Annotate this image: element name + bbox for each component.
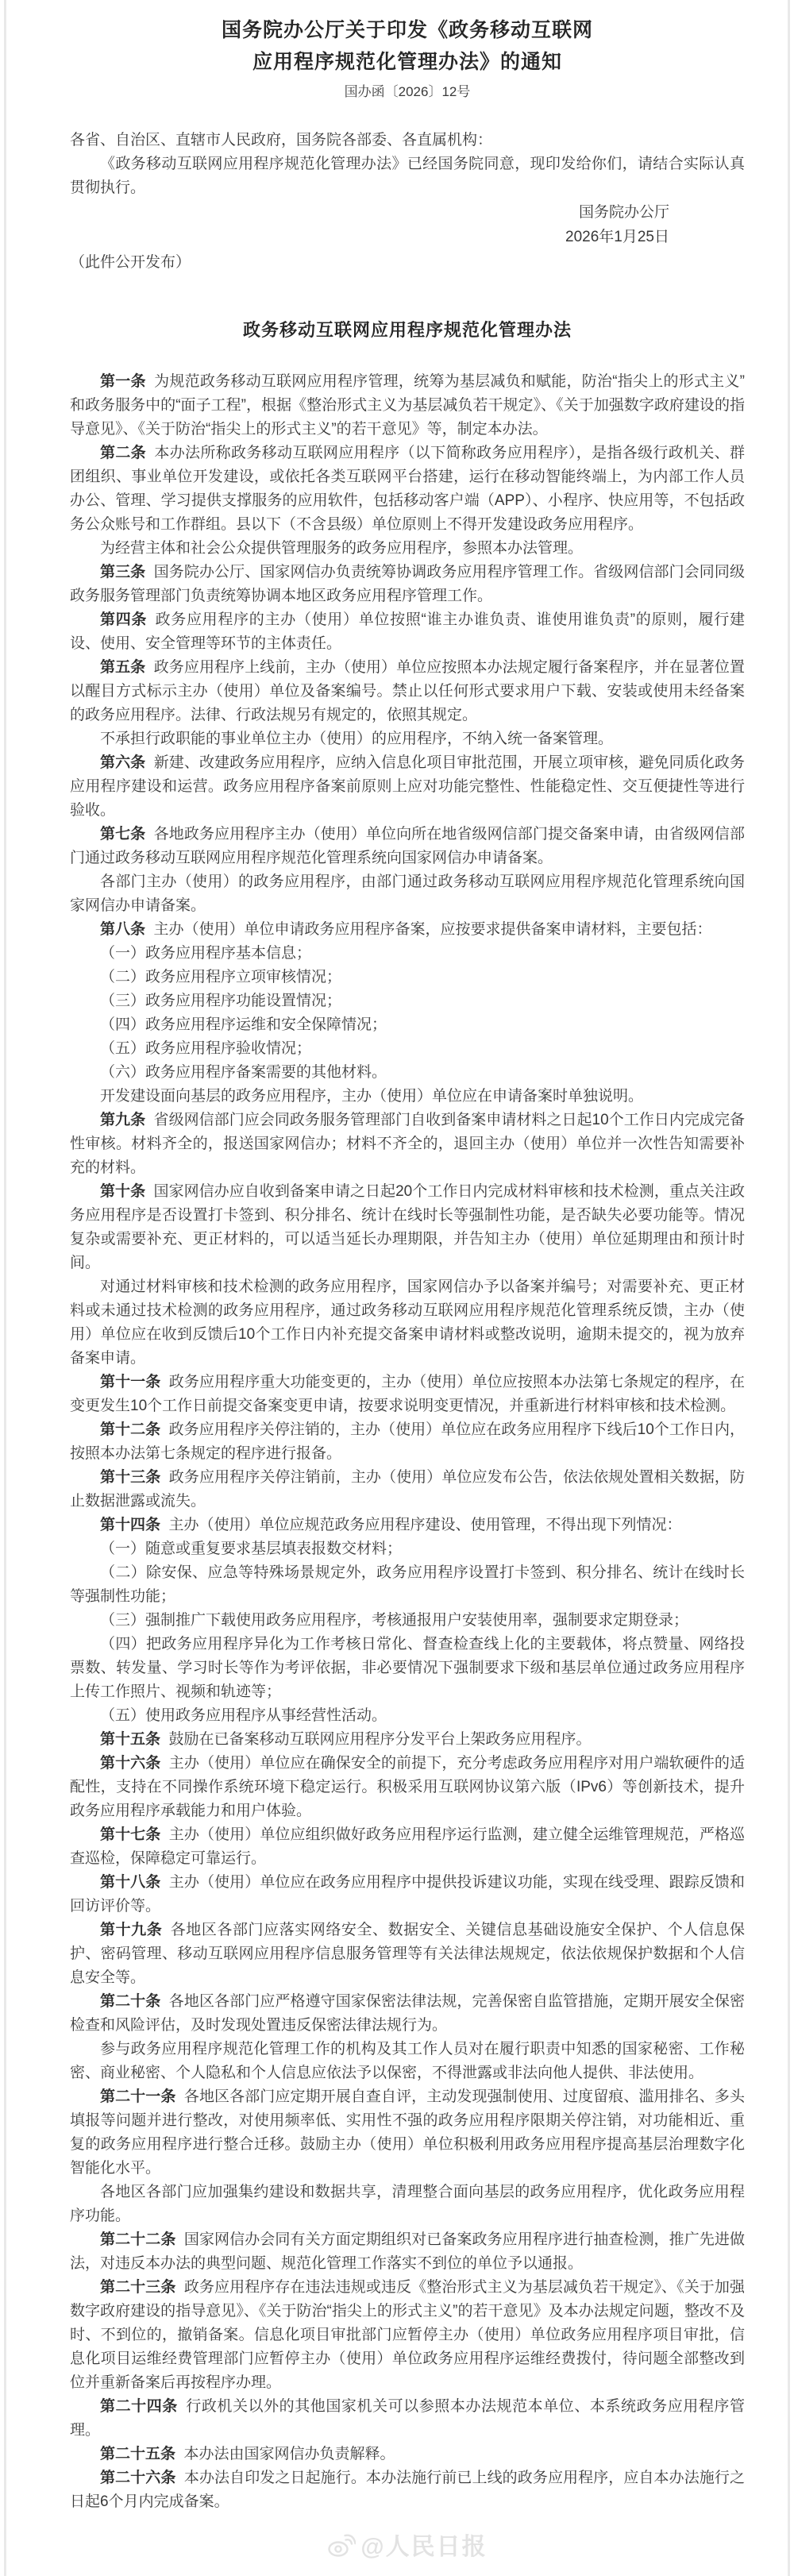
article-paragraph: 第九条 省级网信部门应会同政务服务管理部门自收到备案申请材料之日起10个工作日内完成完备性审核。材料齐全的，报送国家网信办；材料不齐全的，退回主办（使用）单位并一次性告知需要补充的材料。 <box>70 1112 745 1176</box>
article-paragraph: 第二十二条 国家网信办会同有关方面定期组织对已备案政务应用程序进行抽查检测，推广先进做法，对违反本办法的典型问题、规范化管理工作落实不到位的单位予以通报。 <box>70 2231 745 2272</box>
body-paragraph: （二）除安保、应急等特殊场景规定外，政务应用程序设置打卡签到、积分排名、统计在线时长等强制性功能； <box>70 1564 745 1605</box>
article-number: 第二十四条 <box>100 2398 178 2415</box>
notice-title-line1: 国务院办公厅关于印发《政务移动互联网 <box>221 19 593 41</box>
article-paragraph: 第十三条 政务应用程序关停注销前，主办（使用）单位应发布公告，依法依规处置相关数据，防止数据泄露或流失。 <box>70 1469 745 1510</box>
article-paragraph: 第二条 本办法所称政务移动互联网应用程序（以下简称政务应用程序），是指各级行政机关、群团组织、事业单位开发建设，或依托各类互联网平台搭建，运行在移动智能终端上，为内部工作人员办公、管理、学习提供支撑服务的应用软件，包括移动客户端（APP）、小程序、快应用等，不包括政务公众账号和工作群组。县以下（不含县级）单位原则上不得开发建设政务应用程序。 <box>70 445 745 533</box>
notice-title <box>70 11 745 78</box>
article-number: 第四条 <box>100 611 148 628</box>
article-paragraph: 第十四条 主办（使用）单位应规范政务应用程序建设、使用管理，不得出现下列情况： <box>100 1517 682 1533</box>
article-paragraph: 第五条 政务应用程序上线前，主办（使用）单位应按照本办法规定履行备案程序，并在显著位置以醒目方式标示主办（使用）单位及备案编号。禁止以任何形式要求用户下载、安装或使用未经备案的政务应用程序。法律、行政法规另有规定的，依照其规定。 <box>70 659 745 723</box>
signer-name: 国务院办公厅 <box>578 204 669 221</box>
article-number: 第十八条 <box>100 1874 161 1891</box>
article-number: 第十四条 <box>100 1517 161 1533</box>
body-paragraph: （一）随意或重复要求基层填表报数交材料； <box>100 1541 403 1557</box>
article-paragraph: 第十条 国家网信办应自收到备案申请之日起20个工作日内完成材料审核和技术检测，重点关注政务应用程序是否设置打卡签到、积分排名、统计在线时长等强制性功能，是否缺失必要功能等。情况复杂或需要补充、更正材料的，可以适当延长办理期限，并告知主办（使用）单位延期理由和预计时间。 <box>70 1183 745 1271</box>
body-paragraph: 对通过材料审核和技术检测的政务应用程序，国家网信办予以备案并编号；对需要补充、更正材料或未通过技术检测的政务应用程序，通过政务移动互联网应用程序规范化管理系统反馈，主办（使用）单位应在收到反馈后10个工作日内补充提交备案申请材料或整改说明，逾期未提交的，视为放弃备案申请。 <box>70 1278 745 1367</box>
article-paragraph: 第二十四条 行政机关以外的其他国家机关可以参照本办法规范本单位、本系统政务应用程序管理。 <box>70 2398 745 2439</box>
article-paragraph: 第七条 各地政务应用程序主办（使用）单位向所在地省级网信部门提交备案申请，由省级网信部门通过政务移动互联网应用程序规范化管理系统向国家网信办申请备案。 <box>70 826 745 866</box>
signature-block <box>70 200 745 249</box>
doc-number: 国办函〔2026〕12号 <box>344 84 471 99</box>
article-paragraph: 第一条 为规范政务移动互联网应用程序管理，统筹为基层减负和赋能，防治“指尖上的形式主义”和政务服务中的“面子工程”，根据《整治形式主义为基层减负若干规定》、《关于加强数字政府建设的指导意见》、《关于防治“指尖上的形式主义”的若干意见》等，制定本办法。 <box>70 373 745 438</box>
article-paragraph: 第十六条 主办（使用）单位应在确保安全的前提下，充分考虑政务应用程序对用户端软硬件的适配性，支持在不同操作系统环境下稳定运行。积极采用互联网协议第六版（IPv6）等创新技术，提升政务应用程序承载能力和用户体验。 <box>70 1755 745 1819</box>
forward-paragraph: 《政务移动互联网应用程序规范化管理办法》已经国务院同意，现印发给你们，请结合实际认真贯彻执行。 <box>70 156 745 196</box>
article-number: 第十九条 <box>100 1922 163 1938</box>
article-number: 第十一条 <box>100 1374 161 1390</box>
body-paragraph: （四）政务应用程序运维和安全保障情况； <box>100 1016 387 1033</box>
article-number: 第三条 <box>100 564 146 580</box>
article-paragraph: 第二十六条 本办法自印发之日起施行。本办法施行前已上线的政务应用程序，应自本办法施行之日起6个月内完成备案。 <box>70 2470 745 2510</box>
article-paragraph: 第六条 新建、改建政务应用程序，应纳入信息化项目审批范围，开展立项审核，避免同质化政务应用程序建设和运营。政务应用程序备案前原则上应对功能完整性、性能稳定性、交互便捷性等进行验收。 <box>70 754 745 819</box>
article-number: 第二十五条 <box>100 2446 176 2462</box>
article-number: 第十条 <box>100 1183 146 1200</box>
article-paragraph: 第十五条 鼓励在已备案移动互联网应用程序分发平台上架政务应用程序。 <box>100 1731 592 1748</box>
article-number: 第二十三条 <box>100 2279 176 2296</box>
body-paragraph: （二）政务应用程序立项审核情况； <box>100 969 342 985</box>
article-number: 第六条 <box>100 754 146 771</box>
article-number: 第二条 <box>100 445 146 461</box>
article-number: 第八条 <box>100 921 146 938</box>
article-number: 第十七条 <box>100 1826 161 1843</box>
notice-title-line2: 应用程序规范化管理办法》的通知 <box>252 51 562 73</box>
article-paragraph: 第十八条 主办（使用）单位应在政务应用程序中提供投诉建议功能，实现在线受理、跟踪反馈和回访评价等。 <box>70 1874 745 1915</box>
weibo-icon <box>327 2532 356 2558</box>
measures-body <box>70 370 745 2514</box>
body-paragraph: （三）强制推广下载使用政务应用程序，考核通报用户安装使用率，强制要求定期登录； <box>100 1612 689 1629</box>
body-paragraph: 各地区各部门应加强集约建设和数据共享，清理整合面向基层的政务应用程序，优化政务应用程序功能。 <box>70 2184 745 2224</box>
body-paragraph: （四）把政务应用程序异化为工作考核日常化、督查检查线上化的主要载体，将点赞量、网络投票数、转发量、学习时长等作为考评依据，非必要情况下强制要求下级和基层单位通过政务应用程序上传工作照片、视频和轨迹等； <box>70 1636 745 1700</box>
article-number: 第九条 <box>100 1112 146 1128</box>
body-paragraph: （五）政务应用程序验收情况； <box>100 1040 312 1057</box>
article-paragraph: 第二十三条 政务应用程序存在违法违规或违反《整治形式主义为基层减负若干规定》、《关于加强数字政府建设的指导意见》、《关于防治“指尖上的形式主义”的若干意见》及本办法规定问题，整改不及时、不到位的，撤销备案。信息化项目审批部门应暂停主办（使用）单位政务应用程序项目审批，信息化项目运维经费管理部门应暂停主办（使用）单位政务应用程序运维经费拨付，待问题全部整改到位并重新备案后再按程序办理。 <box>70 2279 745 2391</box>
article-paragraph: 第三条 国务院办公厅、国家网信办负责统筹协调政务应用程序管理工作。省级网信部门会同同级政务服务管理部门负责统筹协调本地区政务应用程序管理工作。 <box>70 564 745 604</box>
article-number: 第十二条 <box>100 1421 161 1438</box>
article-paragraph: 第八条 主办（使用）单位申请政务应用程序备案，应按要求提供备案申请材料，主要包括： <box>100 921 712 938</box>
sign-date: 2026年1月25日 <box>565 229 669 245</box>
body-paragraph: （六）政务应用程序备案需要的其他材料。 <box>100 1064 387 1081</box>
article-paragraph: 第二十五条 本办法由国家网信办负责解释。 <box>100 2446 395 2462</box>
article-number: 第一条 <box>100 373 146 390</box>
body-paragraph: 各部门主办（使用）的政务应用程序，由部门通过政务移动互联网应用程序规范化管理系统向国家网信办申请备案。 <box>70 873 745 914</box>
body-paragraph: 开发建设面向基层的政务应用程序，主办（使用）单位应在申请备案时单独说明。 <box>100 1088 644 1105</box>
article-paragraph: 第十二条 政务应用程序关停注销的，主办（使用）单位应在政务应用程序下线后10个工作日内，按照本办法第七条规定的程序进行报备。 <box>70 1421 745 1462</box>
measures-title: 政务移动互联网应用程序规范化管理办法 <box>242 320 572 340</box>
article-number: 第二十二条 <box>100 2231 176 2248</box>
body-paragraph: （三）政务应用程序功能设置情况； <box>100 993 342 1009</box>
article-paragraph: 第二十一条 各地区各部门应定期开展自查自评，主动发现强制使用、过度留痕、滥用排名、多头填报等问题并进行整改，对使用频率低、实用性不强的政务应用程序限期关停注销，对功能相近、重复的政务应用程序进行整合迁移。鼓励主办（使用）单位积极利用政务应用程序提高基层治理数字化智能化水平。 <box>70 2088 745 2177</box>
body-paragraph: 参与政务应用程序规范化管理工作的机构及其工作人员对在履行职责中知悉的国家秘密、工作秘密、商业秘密、个人隐私和个人信息应依法予以保密，不得泄露或非法向他人提供、非法使用。 <box>70 2041 745 2081</box>
publish-note: （此件公开发布） <box>70 254 191 271</box>
article-paragraph: 第二十条 各地区各部门应严格遵守国家保密法律法规，完善保密自监管措施，定期开展安全保密检查和风险评估，及时发现处置违反保密法律法规行为。 <box>70 1993 745 2034</box>
watermark-text: @人民日报 <box>360 2534 488 2560</box>
body-paragraph: 为经营主体和社会公众提供管理服务的政务应用程序，参照本办法管理。 <box>100 540 584 557</box>
page-right-edge <box>788 0 790 2576</box>
page-left-edge <box>4 0 6 2576</box>
article-number: 第二十条 <box>100 1993 161 2010</box>
article-number: 第十五条 <box>100 1731 161 1748</box>
article-paragraph: 第十九条 各地区各部门应落实网络安全、数据安全、关键信息基础设施安全保护、个人信息保护、密码管理、移动互联网应用程序信息服务管理等有关法律法规规定，依法依规保护数据和个人信息安全等。 <box>70 1922 745 1986</box>
article-number: 第十六条 <box>100 1755 161 1772</box>
article-paragraph: 第十七条 主办（使用）单位应组织做好政务应用程序运行监测，建立健全运维管理规范，严格巡查巡检，保障稳定可靠运行。 <box>70 1826 745 1867</box>
salutation: 各省、自治区、直辖市人民政府，国务院各部委、各直属机构： <box>70 132 493 148</box>
body-paragraph: （一）政务应用程序基本信息； <box>100 945 312 962</box>
article-number: 第二十六条 <box>100 2470 176 2486</box>
article-number: 第七条 <box>100 826 146 843</box>
article-number: 第十三条 <box>100 1469 161 1486</box>
article-number: 第二十一条 <box>100 2088 176 2105</box>
article-paragraph: 第十一条 政务应用程序重大功能变更的，主办（使用）单位应按照本办法第七条规定的程序，在变更发生10个工作日前提交备案变更申请，按要求说明变更情况，并重新进行材料审核和技术检测。 <box>70 1374 745 1414</box>
body-paragraph: 不承担行政职能的事业单位主办（使用）的应用程序，不纳入统一备案管理。 <box>100 731 614 747</box>
body-paragraph: （五）使用政务应用程序从事经营性活动。 <box>100 1707 387 1724</box>
watermark <box>70 2527 745 2576</box>
article-number: 第五条 <box>100 659 146 676</box>
article-paragraph: 第四条 政务应用程序的主办（使用）单位按照“谁主办谁负责、谁使用谁负责”的原则，履行建设、使用、安全管理等环节的主体责任。 <box>70 611 745 652</box>
